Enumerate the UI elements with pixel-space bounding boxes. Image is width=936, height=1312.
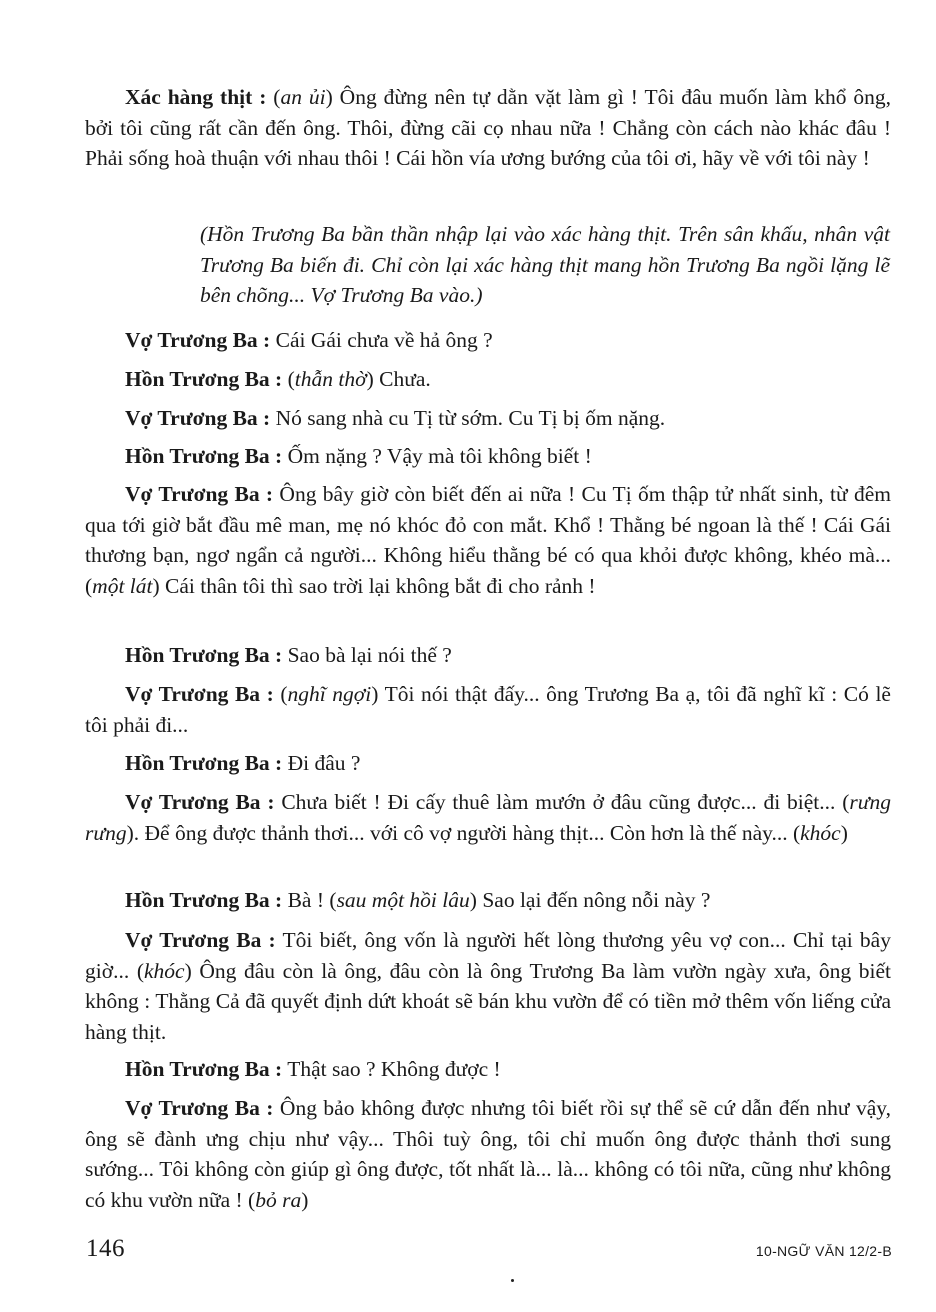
print-mark xyxy=(511,1279,514,1282)
dialogue-text: Cái Gái chưa về hả ông ? xyxy=(270,328,493,352)
speaker-name: Vợ Trương Ba : xyxy=(125,482,274,506)
stage-direction-block: (Hồn Trương Ba bần thần nhập lại vào xác hàng thịt. Trên sân khấu, nhân vật Trương Ba biến đi. Chỉ còn lại xác hàng thịt mang hồn Trương Ba ngồi lặng lẽ bên chõng... Vợ Trương Ba vào.) xyxy=(200,222,890,307)
stage-direction: thẫn thờ xyxy=(294,367,367,391)
dialogue-paragraph: Vợ Trương Ba : Chưa biết ! Đi cấy thuê làm mướn ở đâu cũng được... đi biệt... (rưng rưng). Để ông được thảnh thơi... với cô vợ người hàng thịt... Còn hơn là thế này... (khóc) xyxy=(85,790,891,845)
dialogue-paragraph xyxy=(85,403,891,434)
dialogue-text: Tôi biết, ông vốn là người hết lòng thương yêu vợ con... Chỉ tại bây giờ... xyxy=(85,928,891,983)
dialogue-paragraph xyxy=(85,441,891,472)
speaker-name: Vợ Trương Ba : xyxy=(125,1096,274,1120)
dialogue-text: Chưa biết ! Đi cấy thuê làm mướn ở đâu cũng được... đi biệt... xyxy=(274,790,836,814)
speaker-name: Hồn Trương Ba : xyxy=(125,643,283,667)
book-code: 10-NGỮ VĂN 12/2-B xyxy=(755,1243,892,1259)
dialogue-paragraph xyxy=(85,325,891,356)
speaker-name: Hồn Trương Ba : xyxy=(125,888,283,912)
speaker-name: Vợ Trương Ba : xyxy=(125,682,274,706)
dialogue-text: Chưa. xyxy=(373,367,431,391)
dialogue-text: Bà ! xyxy=(282,888,325,912)
speaker-name: Vợ Trương Ba : xyxy=(125,406,271,430)
stage-direction: nghĩ ngợi xyxy=(287,682,372,706)
dialogue-text: Ông đâu còn là ông, đâu còn là ông Trương Ba làm vườn ngày xưa, ông biết không : Thằng Cả đã quyết định dứt khoát sẽ bán khu vườn để có tiền mở thêm vốn liếng cửa hàng thịt. xyxy=(85,958,891,1044)
dialogue-text: Ốm nặng ? Vậy mà tôi không biết ! xyxy=(282,444,592,468)
page-number: 146 xyxy=(86,1235,125,1262)
dialogue-paragraph xyxy=(85,1054,891,1085)
dialogue-text: Sao bà lại nói thế ? xyxy=(282,643,452,667)
speaker-name: Hồn Trương Ba : xyxy=(125,1057,283,1081)
stage-direction: một lát xyxy=(92,573,153,598)
dialogue-text: Sao lại đến nông nỗi này ? xyxy=(476,888,711,912)
dialogue-text: Nó sang nhà cu Tị từ sớm. Cu Tị bị ốm nặng. xyxy=(270,406,666,430)
dialogue-text: Cái thân tôi thì sao trời lại không bắt đi cho rảnh ! xyxy=(159,573,596,598)
dialogue-paragraph xyxy=(85,640,891,671)
speaker-name: Vợ Trương Ba : xyxy=(125,928,276,952)
dialogue-paragraph: Hồn Trương Ba : Bà ! (sau một hồi lâu) Sao lại đến nông nỗi này ? xyxy=(125,888,711,912)
stage-direction: an ủi xyxy=(280,85,326,109)
dialogue-paragraph xyxy=(85,748,891,779)
dialogue-text: Ông bảo không được nhưng tôi biết rồi sự thể sẽ cứ dẫn đến như vậy, ông sẽ đành ưng chịu như vậy... Thôi tuỳ ông, tôi chỉ muốn ông được thảnh thơi sung sướng... Tôi không còn giúp gì ông được, tốt nhất là... là... không có tôi nữa, cũng như không có khu vườn nữa ! xyxy=(85,1096,891,1212)
stage-direction: khóc xyxy=(143,958,185,983)
dialogue-text: Ông bây giờ còn biết đến ai nữa ! Cu Tị ốm thập tử nhất sinh, từ đêm qua tới giờ bắt đầu mê man, mẹ nó khóc đỏ con mắt. Khổ ! Thằng bé ngoan là thế ! Cái Gái thương bạn, ngơ ngẩn cả người... Không hiểu thằng bé có qua khỏi được không, khéo mà... xyxy=(85,482,891,567)
dialogue-text: Để ông được thảnh thơi... với cô vợ người hàng thịt... Còn hơn là thế này... xyxy=(139,820,788,845)
dialogue-paragraph: Vợ Trương Ba : Ông bây giờ còn biết đến ai nữa ! Cu Tị ốm thập tử nhất sinh, từ đêm qua tới giờ bắt đầu mê man, mẹ nó khóc đỏ con mắt. Khổ ! Thằng bé ngoan là thế ! Cái Gái thương bạn, ngơ ngẩn cả người... Không hiểu thằng bé có qua khỏi được không, khéo mà... (một lát) Cái thân tôi thì sao trời lại không bắt đi cho rảnh ! xyxy=(85,482,891,598)
dialogue-text: Ông đừng nên tự dằn vặt làm gì ! Tôi đâu muốn làm khổ ông, bởi tôi cũng rất cần đến ông. Thôi, đừng cãi cọ nhau nữa ! Chẳng còn cách nào khác đâu ! Phải sống hoà thuận với nhau thôi ! Cái hồn vía ương bướng của tôi ơi, hãy về với tôi này ! xyxy=(85,85,891,170)
dialogue-text: Thật sao ? Không được ! xyxy=(282,1057,501,1081)
speaker-name: Vợ Trương Ba : xyxy=(125,328,271,352)
stage-direction: rưng rưng xyxy=(85,790,891,845)
dialogue-text: Đi đâu ? xyxy=(282,751,361,775)
dialogue-paragraph: Xác hàng thịt : (an ủi) Ông đừng nên tự dằn vặt làm gì ! Tôi đâu muốn làm khổ ông, bởi tôi cũng rất cần đến ông. Thôi, đừng cãi cọ nhau nữa ! Chẳng còn cách nào khác đâu ! Phải sống hoà thuận với nhau thôi ! Cái hồn vía ương bướng của tôi ơi, hãy về với tôi này ! xyxy=(85,85,891,170)
stage-direction: bỏ ra xyxy=(255,1187,302,1212)
speaker-name: Hồn Trương Ba : xyxy=(125,444,283,468)
dialogue-paragraph: Vợ Trương Ba : Tôi biết, ông vốn là người hết lòng thương yêu vợ con... Chỉ tại bây giờ... (khóc) Ông đâu còn là ông, đâu còn là ông Trương Ba làm vườn ngày xưa, ông biết không : Thằng Cả đã quyết định dứt khoát sẽ bán khu vườn để có tiền mở thêm vốn liếng cửa hàng thịt. xyxy=(85,928,891,1044)
speaker-name: Hồn Trương Ba : xyxy=(125,751,283,775)
dialogue-paragraph: Hồn Trương Ba : (thẫn thờ) Chưa. xyxy=(125,367,431,391)
stage-direction: khóc xyxy=(800,820,841,845)
dialogue-paragraph: Vợ Trương Ba : Ông bảo không được nhưng tôi biết rồi sự thể sẽ cứ dẫn đến như vậy, ông sẽ đành ưng chịu như vậy... Thôi tuỳ ông, tôi chỉ muốn ông được thảnh thơi sung sướng... Tôi không còn giúp gì ông được, tốt nhất là... là... không có tôi nữa, cũng như không có khu vườn nữa ! (bỏ ra) xyxy=(85,1096,891,1212)
speaker-name: Hồn Trương Ba : xyxy=(125,367,283,391)
dialogue-text: Tôi nói thật đấy... ông Trương Ba ạ, tôi đã nghĩ kĩ : Có lẽ tôi phải đi... xyxy=(85,682,891,737)
stage-direction: sau một hồi lâu xyxy=(336,888,470,912)
speaker-name: Vợ Trương Ba : xyxy=(125,790,275,814)
speaker-name: Xác hàng thịt : xyxy=(125,85,267,109)
dialogue-paragraph: Vợ Trương Ba : (nghĩ ngợi) Tôi nói thật đấy... ông Trương Ba ạ, tôi đã nghĩ kĩ : Có lẽ tôi phải đi... xyxy=(85,682,891,737)
